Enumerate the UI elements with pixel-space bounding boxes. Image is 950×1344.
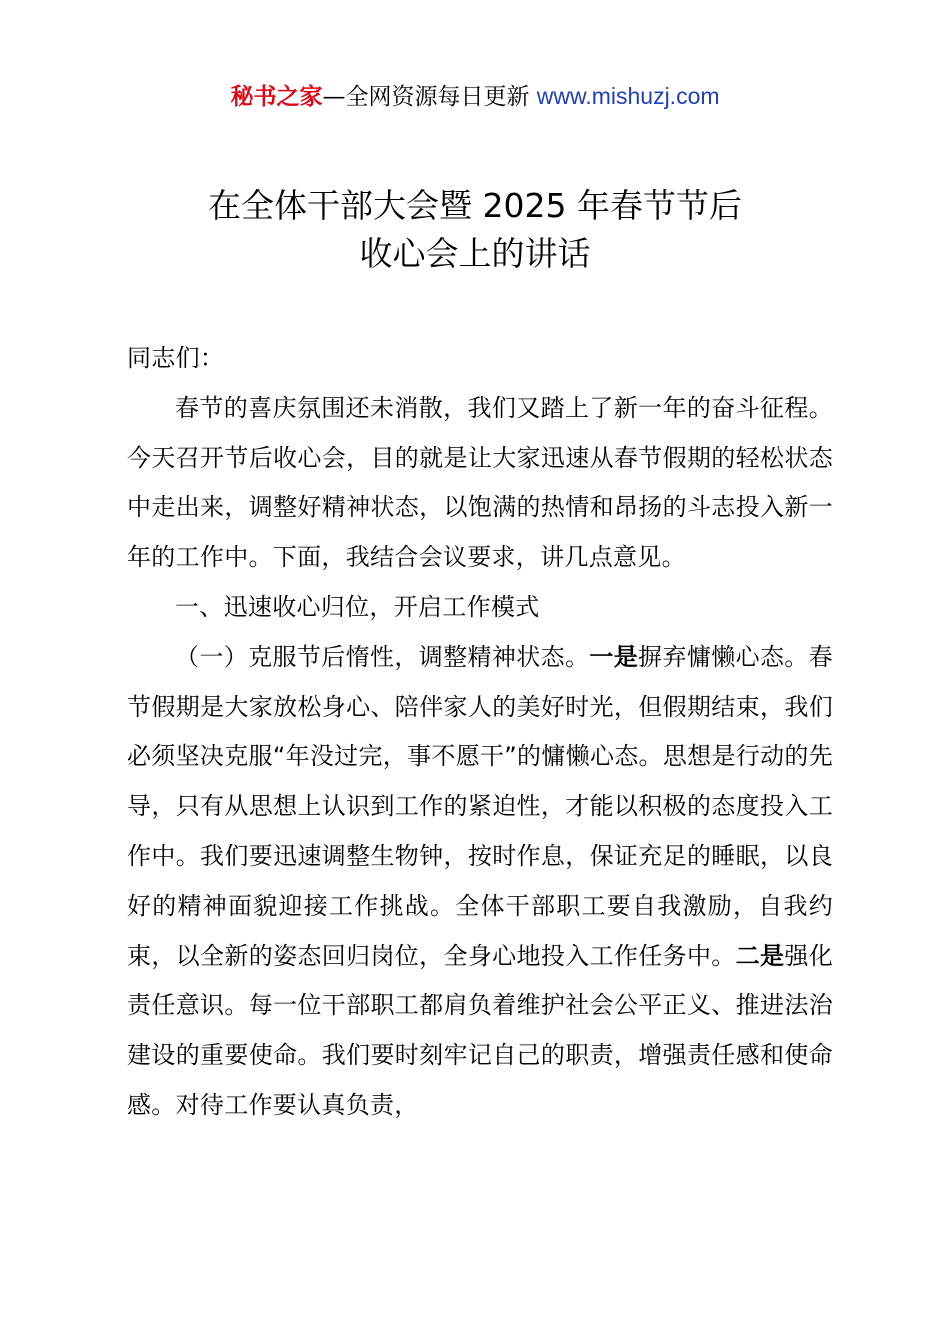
document-body [127,334,833,1131]
point-text-1: 摒弃慵懒心态。春节假期是大家放松身心、陪伴家人的美好时光，但假期结束，我们必须坚决克服“年没过完，事不愿干”的慵懒心态。思想是行动的先导，只有从思想上认识到工作的紧迫性，才能以积极的态度投入工作中。我们要迅速调整生物钟，按时作息，保证充足的睡眠，以良好的精神面貌迎接工作挑战。全体干部职工要自我激励，自我约束，以全新的姿态回归岗位，全身心地投入工作任务中。 [127,642,833,970]
subsection-heading: （一）克服节后惰性，调整精神状态。 [175,642,590,671]
paragraph-section-1-1 [127,633,833,1131]
document-title [0,182,950,278]
title-line-2: 收心会上的讲话 [359,234,591,273]
point-text-2: 强化责任意识。每一位干部职工都肩负着维护社会公平正义、推进法治建设的重要使命。我们要时刻牢记自己的职责，增强责任感和使命感。对待工作要认真负责， [127,941,834,1119]
point-marker-1: 一是 [589,642,639,671]
title-line-1: 在全体干部大会暨 2025 年春节节后 [208,186,742,225]
site-tagline: —全网资源每日更新 [322,84,530,110]
site-url-link[interactable]: www.mishuzj.com [536,83,720,109]
section-heading-1: 一、迅速收心归位，开启工作模式 [175,592,540,621]
salutation: 同志们： [127,344,225,372]
site-header [0,80,950,113]
site-name: 秘书之家 [230,84,323,110]
point-marker-2: 二是 [735,941,785,970]
paragraph-intro: 春节的喜庆氛围还未消散，我们又踏上了新一年的奋斗征程。今天召开节后收心会，目的就是让大家迅速从春节假期的轻松状态中走出来，调整好精神状态，以饱满的热情和昂扬的斗志投入新一年的工作中。下面，我结合会议要求，讲几点意见。 [127,393,833,572]
